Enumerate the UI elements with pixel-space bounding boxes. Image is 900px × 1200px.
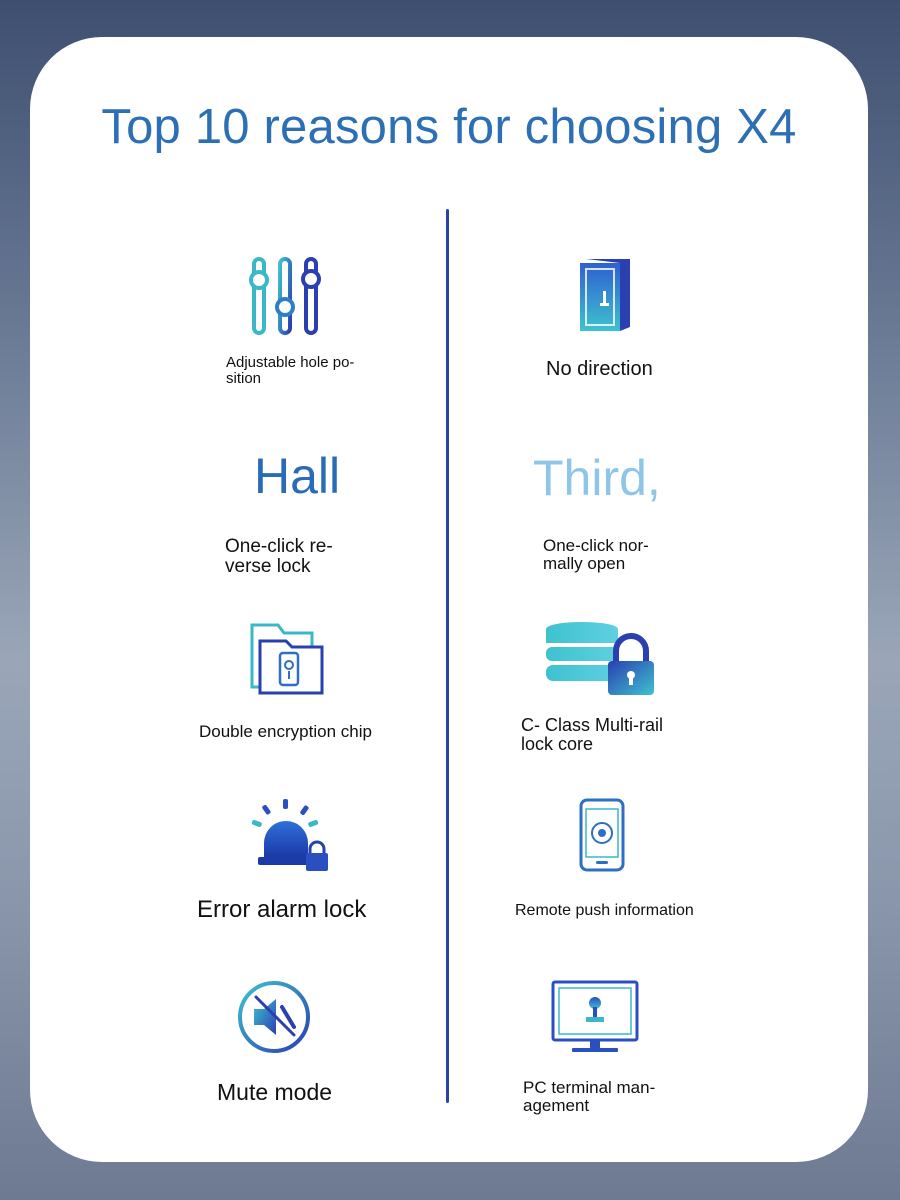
feature-label-pc-terminal: PC terminal man- agement [523,1078,656,1115]
feature-word-hall: Hall [254,448,341,504]
monitor-icon [550,979,640,1055]
feature-label-reverse-lock: One-click re- verse lock [225,536,333,577]
page-title: Top 10 reasons for choosing X4 [101,100,797,154]
feature-card [30,37,868,1162]
feature-label-remote-push: Remote push information [515,902,694,919]
feature-label-mute-mode: Mute mode [217,1079,333,1105]
database-lock-icon [544,621,656,697]
feature-word-third: Third, [533,450,661,506]
column-divider [446,209,449,1103]
sliders-icon [244,255,328,335]
feature-label-normally-open: One-click nor- mally open [543,536,649,573]
folder-lock-icon [248,621,326,697]
feature-label-adjustable-hole: Adjustable hole po- sition [226,354,355,387]
alarm-lock-icon [250,797,330,873]
feature-label-no-direction: No direction [546,358,653,380]
phone-icon [578,797,626,873]
feature-label-lock-core: C- Class Multi-rail lock core [521,715,664,754]
mute-icon [236,979,312,1055]
feature-label-encryption-chip: Double encryption chip [199,722,372,741]
door-icon [576,255,636,335]
feature-label-error-alarm: Error alarm lock [197,896,367,923]
